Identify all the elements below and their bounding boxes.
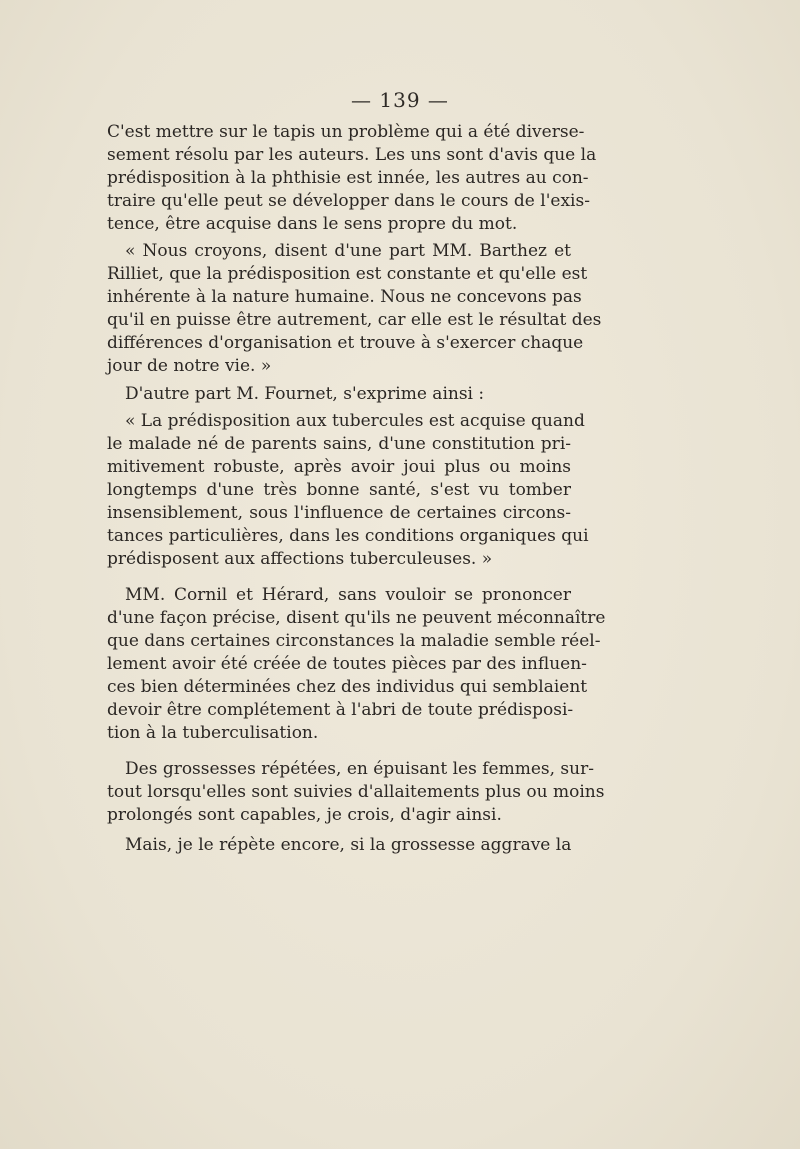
- text-line: « Nous croyons, disent d'une part MM. Barthez et: [125, 241, 571, 261]
- text-line: prédisposent aux affections tuberculeuses. »: [107, 549, 493, 569]
- text-line: ces bien déterminées chez des individus qui semblaient: [107, 677, 588, 697]
- text-line: tances particulières, dans les conditions organiques qui: [107, 526, 589, 546]
- text-line: devoir être complétement à l'abri de toute prédisposi-: [107, 700, 574, 720]
- text-line: Rilliet, que la prédisposition est constante et qu'elle est: [107, 264, 588, 284]
- text-line: prolongés sont capables, je crois, d'agir ainsi.: [107, 805, 502, 825]
- text-line: jour de notre vie. »: [107, 356, 272, 376]
- text-line: différences d'organisation et trouve à s'exercer chaque: [107, 333, 584, 353]
- page-number: — 139 —: [351, 88, 449, 112]
- text-line: C'est mettre sur le tapis un problème qui a été diverse-: [107, 122, 585, 142]
- text-line: tion à la tuberculisation.: [107, 723, 319, 743]
- text-line: sement résolu par les auteurs. Les uns sont d'avis que la: [107, 145, 597, 165]
- text-line: le malade né de parents sains, d'une constitution pri-: [107, 434, 571, 454]
- text-line: lement avoir été créée de toutes pièces par des influen-: [107, 654, 587, 674]
- text-line: Mais, je le répète encore, si la grossesse aggrave la: [125, 835, 572, 855]
- text-line: prédisposition à la phthisie est innée, les autres au con-: [107, 168, 589, 188]
- text-line: tence, être acquise dans le sens propre du mot.: [107, 214, 518, 234]
- text-line: Des grossesses répétées, en épuisant les femmes, sur-: [125, 759, 594, 779]
- text-line: d'une façon précise, disent qu'ils ne peuvent méconnaître: [107, 608, 606, 628]
- text-line: « La prédisposition aux tubercules est acquise quand: [125, 411, 585, 431]
- text-line: D'autre part M. Fournet, s'exprime ainsi :: [125, 384, 485, 404]
- text-line: tout lorsqu'elles sont suivies d'allaitements plus ou moins: [107, 782, 605, 802]
- text-line: que dans certaines circonstances la maladie semble réel-: [107, 631, 601, 651]
- text-line: qu'il en puisse être autrement, car elle est le résultat des: [107, 310, 602, 330]
- text-line: longtemps d'une très bonne santé, s'est vu tomber: [107, 480, 571, 500]
- text-line: mitivement robuste, après avoir joui plus ou moins: [107, 457, 571, 477]
- text-line: inhérente à la nature humaine. Nous ne concevons pas: [107, 287, 582, 307]
- text-line: MM. Cornil et Hérard, sans vouloir se prononcer: [125, 585, 571, 605]
- text-line: traire qu'elle peut se développer dans le cours de l'exis-: [107, 191, 590, 211]
- text-line: insensiblement, sous l'influence de certaines circons-: [107, 503, 571, 523]
